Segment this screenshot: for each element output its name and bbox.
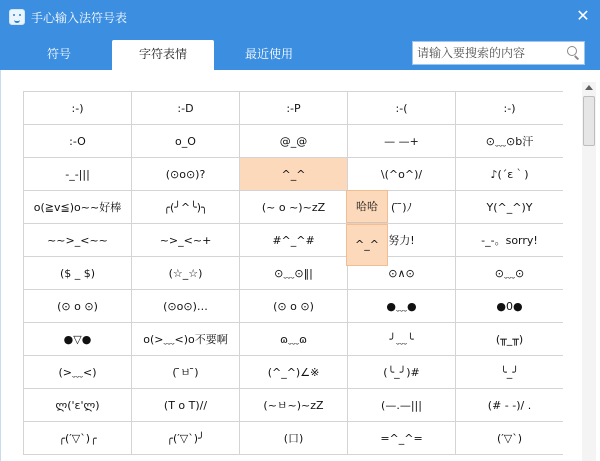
emoticon-cell[interactable]: ╰_╯ bbox=[456, 356, 564, 389]
emoticon-cell[interactable]: :-( bbox=[348, 92, 456, 125]
emoticon-cell[interactable]: (╰_╯)# bbox=[348, 356, 456, 389]
emoticon-cell[interactable]: ╯﹏╰ bbox=[348, 323, 456, 356]
search-input[interactable] bbox=[413, 42, 562, 64]
emoticon-cell[interactable]: (⊙ o ⊙) bbox=[24, 290, 132, 323]
emoticon-cell[interactable]: ɷ﹏ɷ bbox=[240, 323, 348, 356]
emoticon-cell[interactable]: ( ̄ ̄)ﾉ bbox=[348, 191, 456, 224]
emoticon-table bbox=[23, 91, 563, 455]
emoticon-cell[interactable]: o_O bbox=[132, 125, 240, 158]
emoticon-cell[interactable]: -_-。sorry! bbox=[456, 224, 564, 257]
tab-emoticons[interactable]: 字符表情 bbox=[112, 40, 214, 70]
emoticon-cell[interactable]: ⊙﹏⊙ bbox=[456, 257, 564, 290]
emoticon-cell[interactable]: (′▽`) bbox=[456, 422, 564, 455]
emoticon-cell[interactable]: ●▽● bbox=[24, 323, 132, 356]
emoticon-cell[interactable]: ⊙﹏⊙‖| bbox=[240, 257, 348, 290]
emoticon-row bbox=[24, 224, 564, 257]
emoticon-row bbox=[24, 158, 564, 191]
emoticon-cell[interactable]: (⊙o⊙)… bbox=[132, 290, 240, 323]
hover-popup[interactable]: 哈哈 bbox=[346, 190, 388, 223]
emoticon-cell[interactable]: (☆_☆) bbox=[132, 257, 240, 290]
emoticon-cell[interactable]: o(≧v≦)o~~好棒 bbox=[24, 191, 132, 224]
emoticon-cell[interactable]: ^_^ bbox=[240, 158, 348, 191]
watermark-logo bbox=[452, 420, 592, 456]
emoticon-cell[interactable]: (~ o ~)~zZ bbox=[240, 191, 348, 224]
emoticon-row bbox=[24, 389, 564, 422]
content-panel bbox=[0, 70, 600, 461]
emoticon-row bbox=[24, 290, 564, 323]
emoticon-row bbox=[24, 323, 564, 356]
hover-popup[interactable]: ^_^ bbox=[346, 224, 388, 266]
emoticon-cell[interactable]: ($ _ $) bbox=[24, 257, 132, 290]
emoticon-cell[interactable]: ●﹏● bbox=[348, 290, 456, 323]
tab-recent[interactable]: 最近使用 bbox=[244, 47, 293, 61]
emoticon-cell[interactable]: ♪(´ε｀) bbox=[456, 158, 564, 191]
emoticon-cell[interactable]: (╥_╥) bbox=[456, 323, 564, 356]
emoticon-grid bbox=[23, 91, 563, 461]
emoticon-cell[interactable]: ლ('ε'ლ) bbox=[24, 389, 132, 422]
emoticon-cell[interactable]: :-D bbox=[132, 92, 240, 125]
emoticon-cell[interactable]: @_@ bbox=[240, 125, 348, 158]
emoticon-cell[interactable]: Y(^_^)Y bbox=[456, 191, 564, 224]
emoticon-cell[interactable]: :-O bbox=[24, 125, 132, 158]
emoticon-row bbox=[24, 125, 564, 158]
emoticon-cell[interactable]: (⊙o⊙)? bbox=[132, 158, 240, 191]
emoticon-cell[interactable]: ~~>_<~~ bbox=[24, 224, 132, 257]
emoticon-cell[interactable]: :-) bbox=[24, 92, 132, 125]
emoticon-cell[interactable]: ╭(╯^╰)╮ bbox=[132, 191, 240, 224]
emoticon-cell[interactable]: (>﹏<) bbox=[24, 356, 132, 389]
emoticon-cell[interactable]: — —+ bbox=[348, 125, 456, 158]
emoticon-cell[interactable]: o(>﹏<)o不要啊 bbox=[132, 323, 240, 356]
emoticon-cell[interactable]: (~ㅂ~)~zZ bbox=[240, 389, 348, 422]
emoticon-cell[interactable]: ( ̄ㅂ ̄) bbox=[132, 356, 240, 389]
emoticon-cell[interactable]: ╭(′▽`)╭ bbox=[24, 422, 132, 455]
emoticon-cell[interactable]: #^_^# bbox=[240, 224, 348, 257]
vertical-scrollbar[interactable] bbox=[582, 82, 596, 461]
emoticon-cell[interactable]: :-P bbox=[240, 92, 348, 125]
emoticon-cell[interactable]: \(^o^)/ bbox=[348, 158, 456, 191]
emoticon-row bbox=[24, 92, 564, 125]
emoticon-row bbox=[24, 257, 564, 290]
scroll-up-arrow-icon[interactable] bbox=[582, 82, 596, 94]
emoticon-cell[interactable]: =^_^= bbox=[348, 422, 456, 455]
scroll-thumb[interactable] bbox=[583, 96, 595, 146]
emoticon-row bbox=[24, 191, 564, 224]
emoticon-cell[interactable]: -_-||| bbox=[24, 158, 132, 191]
close-button[interactable]: ✕ bbox=[576, 6, 590, 25]
emoticon-cell[interactable]: (^_^)∠※ bbox=[240, 356, 348, 389]
app-logo-icon bbox=[9, 9, 25, 25]
emoticon-cell[interactable]: ⊙∧⊙ bbox=[348, 257, 456, 290]
emoticon-cell[interactable]: ╭(′▽`)╯ bbox=[132, 422, 240, 455]
emoticon-cell[interactable]: (# - -)/ . bbox=[456, 389, 564, 422]
emoticon-cell[interactable]: ⊙﹏⊙b汗 bbox=[456, 125, 564, 158]
emoticon-cell[interactable]: ●0● bbox=[456, 290, 564, 323]
window-title: 手心输入法符号表 bbox=[31, 10, 128, 25]
emoticon-cell[interactable]: (⊙ o ⊙) bbox=[240, 290, 348, 323]
title-bar bbox=[0, 0, 600, 34]
emoticon-cell[interactable]: (—.—||| bbox=[348, 389, 456, 422]
search-icon[interactable] bbox=[562, 42, 584, 64]
search-box bbox=[412, 41, 585, 65]
emoticon-cell[interactable]: (T o T)// bbox=[132, 389, 240, 422]
emoticon-cell[interactable]: :-) bbox=[456, 92, 564, 125]
emoticon-cell[interactable]: (口) bbox=[240, 422, 348, 455]
emoticon-row bbox=[24, 356, 564, 389]
emoticon-cell[interactable]: ~>_<~+ bbox=[132, 224, 240, 257]
tab-symbols[interactable]: 符号 bbox=[46, 47, 71, 61]
emoticon-cell[interactable]: 努力! bbox=[348, 224, 456, 257]
